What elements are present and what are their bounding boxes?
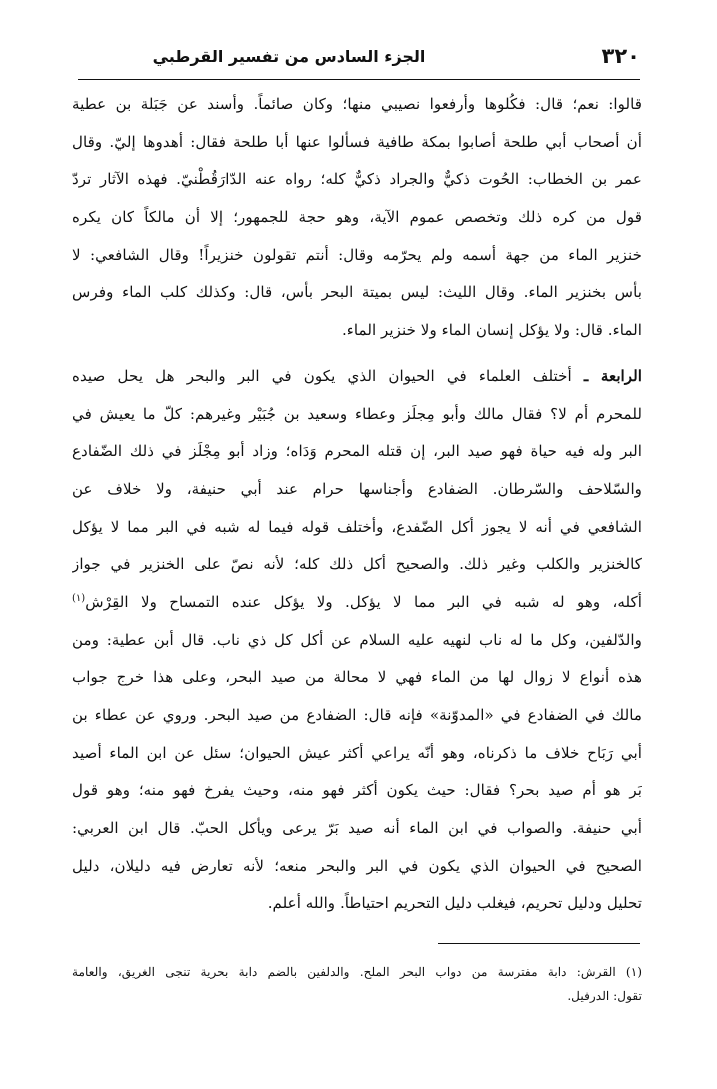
- text-line: بأس بخنزير الماء. وقال الليث: ليس بميتة البحر بأس، قال: وكذلك كلب الماء وفرس: [72, 283, 642, 302]
- page-header: [78, 42, 640, 78]
- footnote-line: (١) القرش: دابة مفترسة من دواب البحر الملح. والدلفين بالضم دابة بحرية تنجى الغريق، والعامة: [72, 965, 642, 979]
- text-line: أن أصحاب أبي طلحة أصابوا بمكة طافية فسألوا عنها أبا طلحة فقال: أهدوها إليّ. وقال: [72, 132, 642, 151]
- text-line: والدّلفين، وكل ما له ناب لنهيه عليه السلام عن أكل كل ذي ناب. قال أبن عطية: ومن: [72, 630, 642, 649]
- text-line: أبي حنيفة. والصواب في ابن الماء أنه صيد بَرّ يرعى ويأكل الحبّ. قال ابن العربي:: [72, 819, 642, 838]
- text-line: هذه أنواع لا زوال لها من الماء فهي لا محالة من صيد البحر، وعلى هذا خرج جواب: [72, 668, 642, 687]
- paragraph-gap: [72, 350, 642, 358]
- header-rule: [78, 79, 640, 80]
- text-line: عمر بن الخطاب: الحُوت ذكيٌّ والجراد ذكيٌّ كله؛ رواه عنه الدّارَقُطْنيّ. فهذه الآثار تردّ: [72, 170, 642, 189]
- body-text: [72, 86, 642, 923]
- text-line: للمحرم أم لا؟ فقال مالك وأبو مِجلَز وعطاء وسعيد بن جُبَيْر وغيرهم: كلّ ما يعيش في: [72, 404, 642, 423]
- text-line: أبي رَبَاح خلاف ما ذكرناه، وهو أنّه يراعي أكثر عيش الحيوان؛ سئل عن ابن الماء أصيد: [72, 743, 642, 762]
- text-line: الشافعي في أنه لا يجوز أكل الضّفدع، وأختلف قوله فيما له شبه في البر مما لا يؤكل: [72, 517, 642, 536]
- text-line: كالخنزير والكلب وغير ذلك. والصحيح أكل ذلك كله؛ لأنه نصّ على الخنزير في جواز: [72, 555, 642, 574]
- footnote-line: تقول: الدرفيل.: [567, 989, 642, 1003]
- footnote-marker[interactable]: (١): [72, 592, 86, 604]
- text-line: الصحيح في الحيوان الذي يكون في البر والبحر منعه؛ لأنه تعارض فيه دليلان، دليل: [72, 856, 642, 875]
- text-line: الماء. قال: ولا يؤكل إنسان الماء ولا خنزير الماء.: [341, 321, 642, 340]
- text-line: مالك في الضفادع في «المدوّنة» فإنه قال: الضفادع من صيد البحر. وروي عن عطاء بن: [72, 706, 642, 724]
- text-line-with-heading: [72, 358, 642, 396]
- text-line: البر وله فيه حياة فهو صيد البر، إن قتله المحرم وَدَاه؛ وزاد أبو مِجْلَز في ذلك الضّفادع: [72, 442, 642, 461]
- page-number: ٣٢٠: [601, 44, 640, 68]
- footnote-rule: [438, 943, 640, 944]
- running-title: الجزء السادس من تفسير القرطبي: [152, 47, 426, 66]
- text-line: قالوا: نعم؛ قال: فكُلوها وأرفعوا نصيبي منها؛ وكان صائماً. وأسند عن جَبَلة بن عطية: [72, 95, 642, 113]
- text-run: أكله، وهو له شبه في البر مما لا يؤكل. ولا يؤكل عنده التمساح ولا القِرْش: [85, 592, 642, 611]
- text-line: بَر هو أم صيد بحر؟ فقال: حيث يكون أكثر فهو منه، وحيث يفرخ فهو منه؛ وهو قول: [72, 781, 642, 800]
- footnotes: [72, 960, 642, 1008]
- text-run: أختلف العلماء في الحيوان الذي يكون في البر والبحر هل يحل صيده: [72, 366, 572, 385]
- text-line: قول من كره ذلك وتخصص عموم الآية، وهو حجة للجمهور؛ إلا أن مالكاً كان يكره: [72, 208, 642, 227]
- text-line: خنزير الماء من جهة أسمه ولم يحرّمه وقال: أنتم تقولون خنزيراً! وقال الشافعي: لا: [72, 245, 642, 264]
- section-heading: الرابعة ـ: [583, 366, 642, 385]
- text-line-with-footnote: [72, 584, 642, 622]
- text-line: والسّلاحف والسّرطان. الضفادع وأجناسها حرام عند أبي حنيفة، ولا خلاف عن: [72, 479, 642, 498]
- text-line: تحليل ودليل تحريم، فيغلب دليل التحريم احتياطاً. والله أعلم.: [267, 894, 642, 913]
